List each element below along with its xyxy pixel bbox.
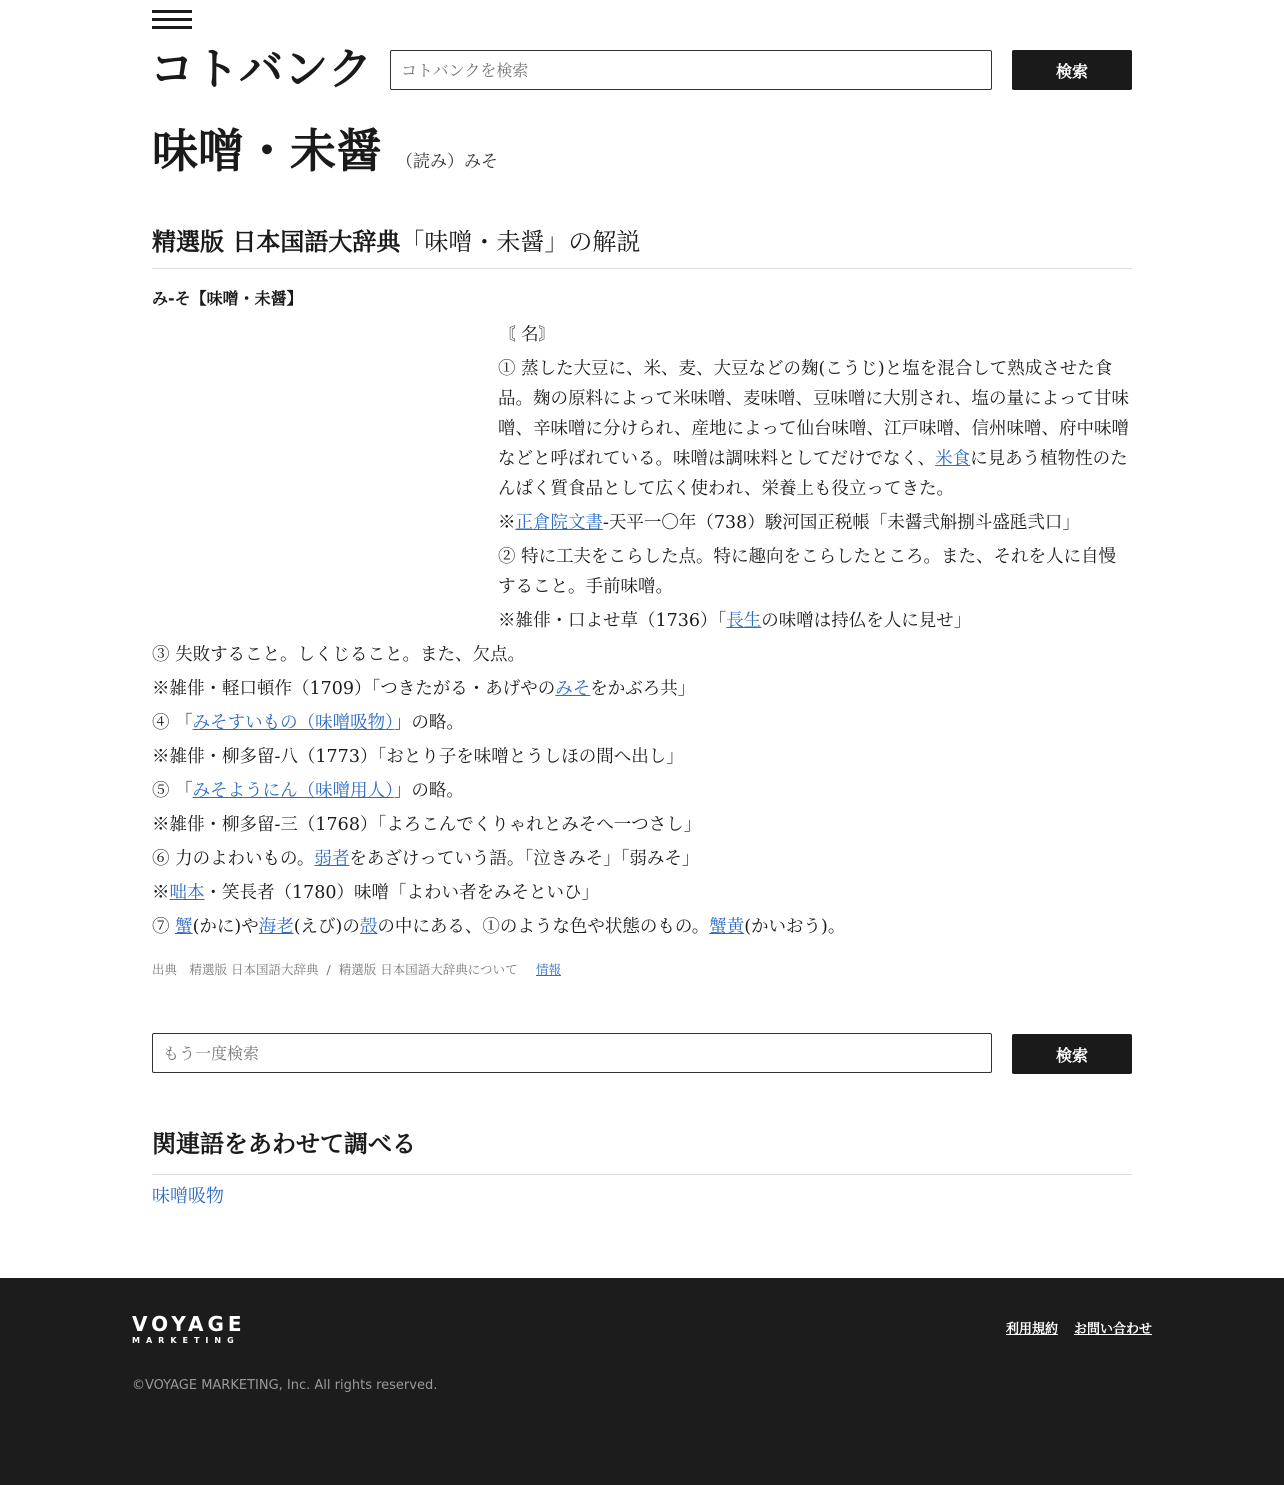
- search-button[interactable]: 検索: [1012, 50, 1132, 90]
- example-text: ※雑俳・口よせ草（1736）「: [498, 611, 727, 631]
- copyright: ©VOYAGE MARKETING, Inc. All rights reserved.: [132, 1378, 438, 1393]
- definition-text: をあざけっていう語。「泣きみそ」「弱みそ」: [349, 849, 700, 869]
- site-logo[interactable]: コトバンク: [150, 44, 374, 95]
- footer: [0, 1278, 1284, 1485]
- link-ebi[interactable]: 海老: [258, 917, 294, 937]
- related-link[interactable]: 味噌吸物: [152, 1186, 224, 1207]
- example-2: [152, 606, 1132, 636]
- research-button[interactable]: 検索: [1012, 1034, 1132, 1074]
- example-text: ※雑俳・軽口頓作（1709）「つきたがる・あげやの: [152, 679, 556, 699]
- definition-text: ④ 「: [152, 713, 193, 733]
- definition-4: [152, 708, 1132, 738]
- link-kani[interactable]: 蟹: [175, 917, 193, 937]
- link-kaiou[interactable]: 蟹黄: [709, 917, 745, 937]
- definition-text: 」の略。: [393, 713, 464, 733]
- example-text: をかぶろ共」: [590, 679, 696, 699]
- example-5: ※雑俳・柳多留-三（1768）「よろこんでくりゃれとみそへ一つさし」: [152, 815, 702, 835]
- link-shosoin-monjo[interactable]: 正倉院文書: [515, 513, 603, 533]
- page-title: 味噌・未醤: [152, 124, 382, 178]
- example-1: [152, 508, 1132, 538]
- definition-3: ③ 失敗すること。しくじること。また、欠点。: [152, 645, 526, 665]
- contact-link[interactable]: お問い合わせ: [1073, 1322, 1152, 1337]
- search-input[interactable]: [390, 50, 992, 90]
- definition-list: [152, 320, 1132, 942]
- link-hanashibon[interactable]: 咄本: [169, 883, 205, 903]
- link-beishoku[interactable]: 米食: [935, 449, 971, 469]
- source-line: [152, 960, 561, 978]
- example-text: の味噌は持仏を人に見せ」: [761, 611, 972, 631]
- definition-6: [152, 844, 1132, 874]
- definition-text: (かに)や: [192, 917, 259, 937]
- link-kara[interactable]: 殻: [359, 917, 378, 937]
- source-about: 精選版 日本国語大辞典について: [338, 962, 518, 977]
- part-of-speech: 〘 名〙: [498, 325, 557, 345]
- definition-2: ② 特に工夫をこらした点。特に趣向をこらしたところ。また、それを人に自慢すること。手前味噌。: [498, 547, 1117, 597]
- source-separator: /: [326, 962, 331, 977]
- voyage-marketing-logo[interactable]: [132, 1313, 246, 1347]
- definition-text: ① 蒸した大豆に、米、麦、大豆などの麹(こうじ)と塩を混合して熟成させた食品。麹の原料によって米味噌、麦味噌、豆味噌に大別され、塩の量によって甘味噌、辛味噌に分けられ、産地によって仙台味噌、江戸味噌、信州味噌、府中味噌などと呼ばれている。味噌は調味料としてだけでなく、: [498, 359, 1130, 469]
- hamburger-menu-icon[interactable]: [152, 10, 192, 32]
- example-text: ※: [498, 513, 516, 533]
- example-6: [152, 878, 1132, 908]
- link-miso[interactable]: みそ: [555, 679, 591, 699]
- reading: （読み）みそ: [396, 152, 498, 172]
- definition-text: 」の略。: [393, 781, 464, 801]
- definition-text: ⑦: [152, 917, 176, 937]
- example-text: ※: [152, 883, 170, 903]
- related-heading: 関連語をあわせて調べる: [152, 1122, 1132, 1175]
- definition-7: [152, 912, 1132, 942]
- definition-5: [152, 776, 1132, 806]
- brand-name: VOYAGE: [132, 1312, 246, 1336]
- entry-title-row: [152, 118, 498, 184]
- example-text: -天平一〇年（738）駿河国正税帳「未醤弐斛捌斗盛瓱弐口」: [603, 513, 1080, 533]
- example-text: ・笑長者（1780）味噌「よわい者をみそといひ」: [204, 883, 600, 903]
- definition-text: ⑤ 「: [152, 781, 193, 801]
- definition-text: (えび)の: [293, 917, 360, 937]
- definition-text: ⑥ 力のよわいもの。: [152, 849, 315, 869]
- source-label: 出典: [152, 962, 178, 977]
- terms-link[interactable]: 利用規約: [1005, 1322, 1058, 1337]
- source-info-link[interactable]: 情報: [535, 962, 561, 977]
- link-jakusha[interactable]: 弱者: [314, 849, 350, 869]
- research-input[interactable]: [152, 1033, 992, 1073]
- definition-text: に見あう植物性のたんぱく質食品として広く使われ、栄養上も役立ってきた。: [498, 449, 1128, 499]
- footer-links: [990, 1318, 1152, 1337]
- example-3: [152, 674, 1132, 704]
- link-chosei[interactable]: 長生: [726, 611, 762, 631]
- dictionary-heading-suffix: 「味噌・未醤」の解説: [400, 228, 641, 256]
- source-name: 精選版 日本国語大辞典: [189, 962, 319, 977]
- definition-1: [152, 354, 1132, 504]
- dictionary-heading: [152, 222, 1132, 269]
- definition-text: (かいおう)。: [744, 917, 846, 937]
- example-4: ※雑俳・柳多留-八（1773）「おとり子を味噌とうしほの間へ出し」: [152, 747, 684, 767]
- headword: み-そ【味噌・未醤】: [152, 289, 303, 308]
- link-misoyonin[interactable]: みそようにん（味噌用人）: [192, 781, 394, 801]
- dictionary-name: 精選版 日本国語大辞典: [152, 228, 401, 256]
- brand-subname: MARKETING: [132, 1336, 240, 1345]
- definition-text: の中にある、①のような色や状態のもの。: [377, 917, 710, 937]
- link-misosuimono[interactable]: みそすいもの（味噌吸物）: [192, 713, 394, 733]
